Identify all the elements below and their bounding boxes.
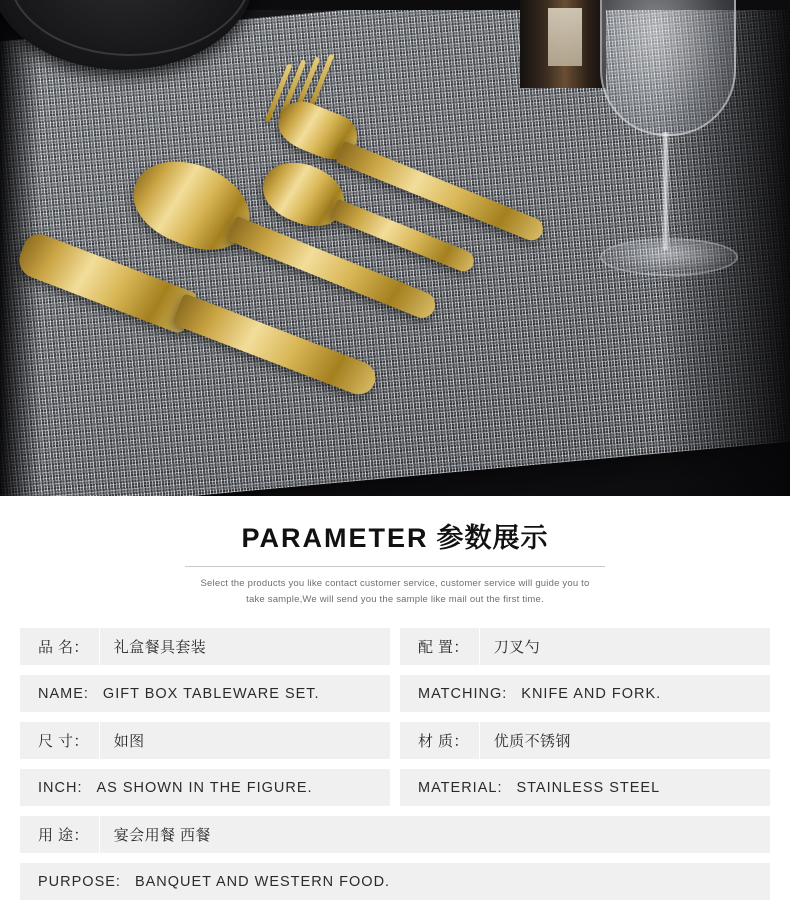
spec-label: NAME: xyxy=(38,685,89,702)
spec-row xyxy=(20,816,770,853)
spec-value: GIFT BOX TABLEWARE SET. xyxy=(102,685,320,702)
row-spacer xyxy=(20,806,770,816)
parameter-heading-en: PARAMETER xyxy=(241,523,429,553)
spec-cell-material-cn xyxy=(400,722,770,759)
spec-cell-material-en xyxy=(400,769,770,806)
spec-value: 刀叉勺 xyxy=(493,639,540,656)
spec-label: 用 途： xyxy=(38,827,89,844)
parameter-subtitle-line2: take sample,We will send you the sample like mail out the first time. xyxy=(246,594,544,605)
spec-row xyxy=(20,675,770,712)
cell-divider xyxy=(479,628,480,665)
cell-divider xyxy=(99,722,100,759)
cell-divider xyxy=(99,816,100,853)
parameter-heading-cn: 参数展示 xyxy=(436,523,549,553)
spec-label: 品 名： xyxy=(38,639,89,656)
spec-cell-purpose-en xyxy=(20,863,770,900)
spec-cell-purpose-cn xyxy=(20,816,770,853)
cell-divider xyxy=(479,722,480,759)
parameter-subtitle-block xyxy=(185,566,605,608)
spec-label: 尺 寸： xyxy=(38,733,89,750)
spec-value: 礼盒餐具套装 xyxy=(113,639,207,656)
spec-label: INCH: xyxy=(38,779,83,796)
spec-label: MATERIAL: xyxy=(418,779,503,796)
spec-value: KNIFE AND FORK. xyxy=(521,685,662,702)
spec-cell-name-cn xyxy=(20,628,390,665)
spec-row xyxy=(20,769,770,806)
cell-divider xyxy=(99,628,100,665)
spec-value: 优质不锈钢 xyxy=(493,733,571,750)
spec-cell-inch-en xyxy=(20,769,390,806)
spec-row xyxy=(20,628,770,665)
spec-cell-name-en xyxy=(20,675,390,712)
spec-label: 配 置： xyxy=(418,639,469,656)
spec-row xyxy=(20,722,770,759)
spec-value: 如图 xyxy=(113,733,145,750)
row-spacer xyxy=(20,712,770,722)
spec-cell-matching-cn xyxy=(400,628,770,665)
row-spacer xyxy=(20,759,770,769)
spec-table xyxy=(20,628,770,900)
spec-row xyxy=(20,863,770,900)
row-spacer xyxy=(20,665,770,675)
parameter-heading xyxy=(0,496,790,555)
wine-glass-bowl xyxy=(600,0,736,136)
spec-label: PURPOSE: xyxy=(38,873,121,890)
wine-glass-foot xyxy=(600,238,738,276)
spec-cell-size-cn xyxy=(20,722,390,759)
spec-cell-matching-en xyxy=(400,675,770,712)
spec-label: 材 质： xyxy=(418,733,469,750)
parameter-subtitle-line1: Select the products you like contact customer service, customer service will guide you to xyxy=(200,578,590,589)
spec-value: STAINLESS STEEL xyxy=(516,779,661,796)
spec-value: BANQUET AND WESTERN FOOD. xyxy=(134,873,391,890)
parameter-section xyxy=(0,496,790,900)
wine-glass-stem xyxy=(662,132,669,250)
spec-label: MATCHING: xyxy=(418,685,508,702)
wine-bottle-label xyxy=(548,8,582,66)
spec-value: AS SHOWN IN THE FIGURE. xyxy=(96,779,313,796)
spec-value: 宴会用餐 西餐 xyxy=(113,827,211,844)
row-spacer xyxy=(20,853,770,863)
